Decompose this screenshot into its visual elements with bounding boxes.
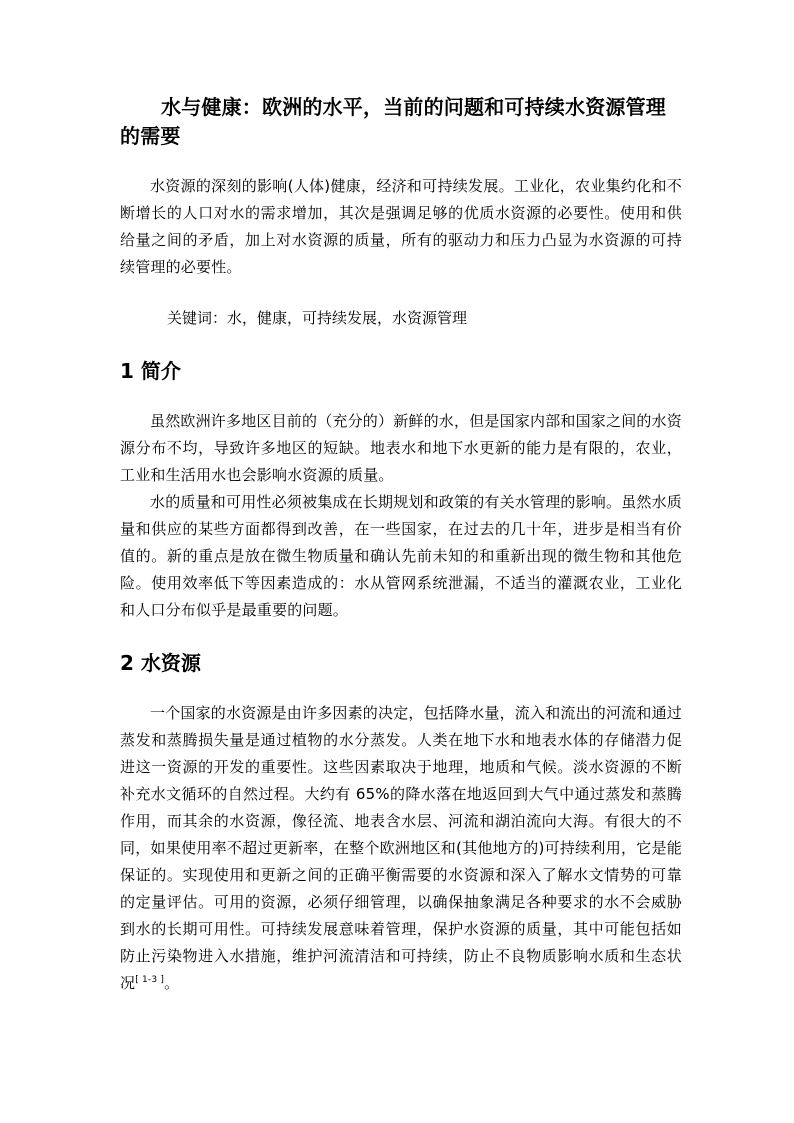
keywords-line: 关键词：水，健康，可持续发展，水资源管理 [167,309,468,327]
section-1-paragraph-1: 虽然欧洲许多地区目前的（充分的）新鲜的水，但是国家内部和国家之间的水资源分布不均，导致许多地区的短缺。地表水和地下水更新的能力是有限的，农业，工业和生活用水也会影响水资源的质量。 [120,412,683,484]
section-2-heading: 2 水资源 [120,651,201,675]
section-1-paragraph-2: 水的质量和可用性必须被集成在长期规划和政策的有关水管理的影响。虽然水质量和供应的某些方面都得到改善，在一些国家，在过去的几十年，进步是相当有价值的。新的重点是放在微生物质量和确认先前未知的和重新出现的微生物和其他危险。使用效率低下等因素造成的：水从管网系统泄漏，不适当的灌溉农业，工业化和人口分布似乎是最重要的问题。 [120,493,683,619]
document-page [120,93,682,997]
document-title: 水与健康：欧洲的水平，当前的问题和可持续水资源管理的需要 [120,95,666,148]
abstract-paragraph: 水资源的深刻的影响(人体)健康，经济和可持续发展。工业化，农业集约化和不断增长的人口对水的需求增加，其次是强调足够的优质水资源的必要性。使用和供给量之间的矛盾，加上对水资源的质量，所有的驱动力和压力凸显为水资源的可持续管理的必要性。 [120,177,682,276]
citation-reference: [ 1-3 ] [135,975,165,985]
section-1-heading: 1 简介 [120,359,181,383]
section-2-paragraph [120,700,682,997]
section-2-paragraph-end: 。 [164,974,180,992]
section-2-paragraph-text: 一个国家的水资源是由许多因素的决定，包括降水量，流入和流出的河流和通过蒸发和蒸腾损失量是通过植物的水分蒸发。人类在地下水和地表水体的存储潜力促进这一资源的开发的重要性。这些因素取决于地理，地质和气候。淡水资源的不断补充水文循环的自然过程。大约有 65%的降水落在地返回到大气中通过蒸发和蒸腾作用，而其余的水资源，像径流、地表含水层、河流和湖泊流向大海。有很大的不同，如果使用率不超过更新率，在整个欧洲地区和(其他地方的)可持续利用，它是能保证的。实现使用和更新之间的正确平衡需要的水资源和深入了解水文情势的可靠的定量评估。可用的资源，必须仔细管理，以确保抽象满足各种要求的水不会威胁到水的长期可用性。可持续发展意味着管理，保护水资源的质量，其中可能包括如防止污染物进入水措施，维护河流清洁和可持续，防止不良物质影响水质和生态状况 [120,704,683,992]
